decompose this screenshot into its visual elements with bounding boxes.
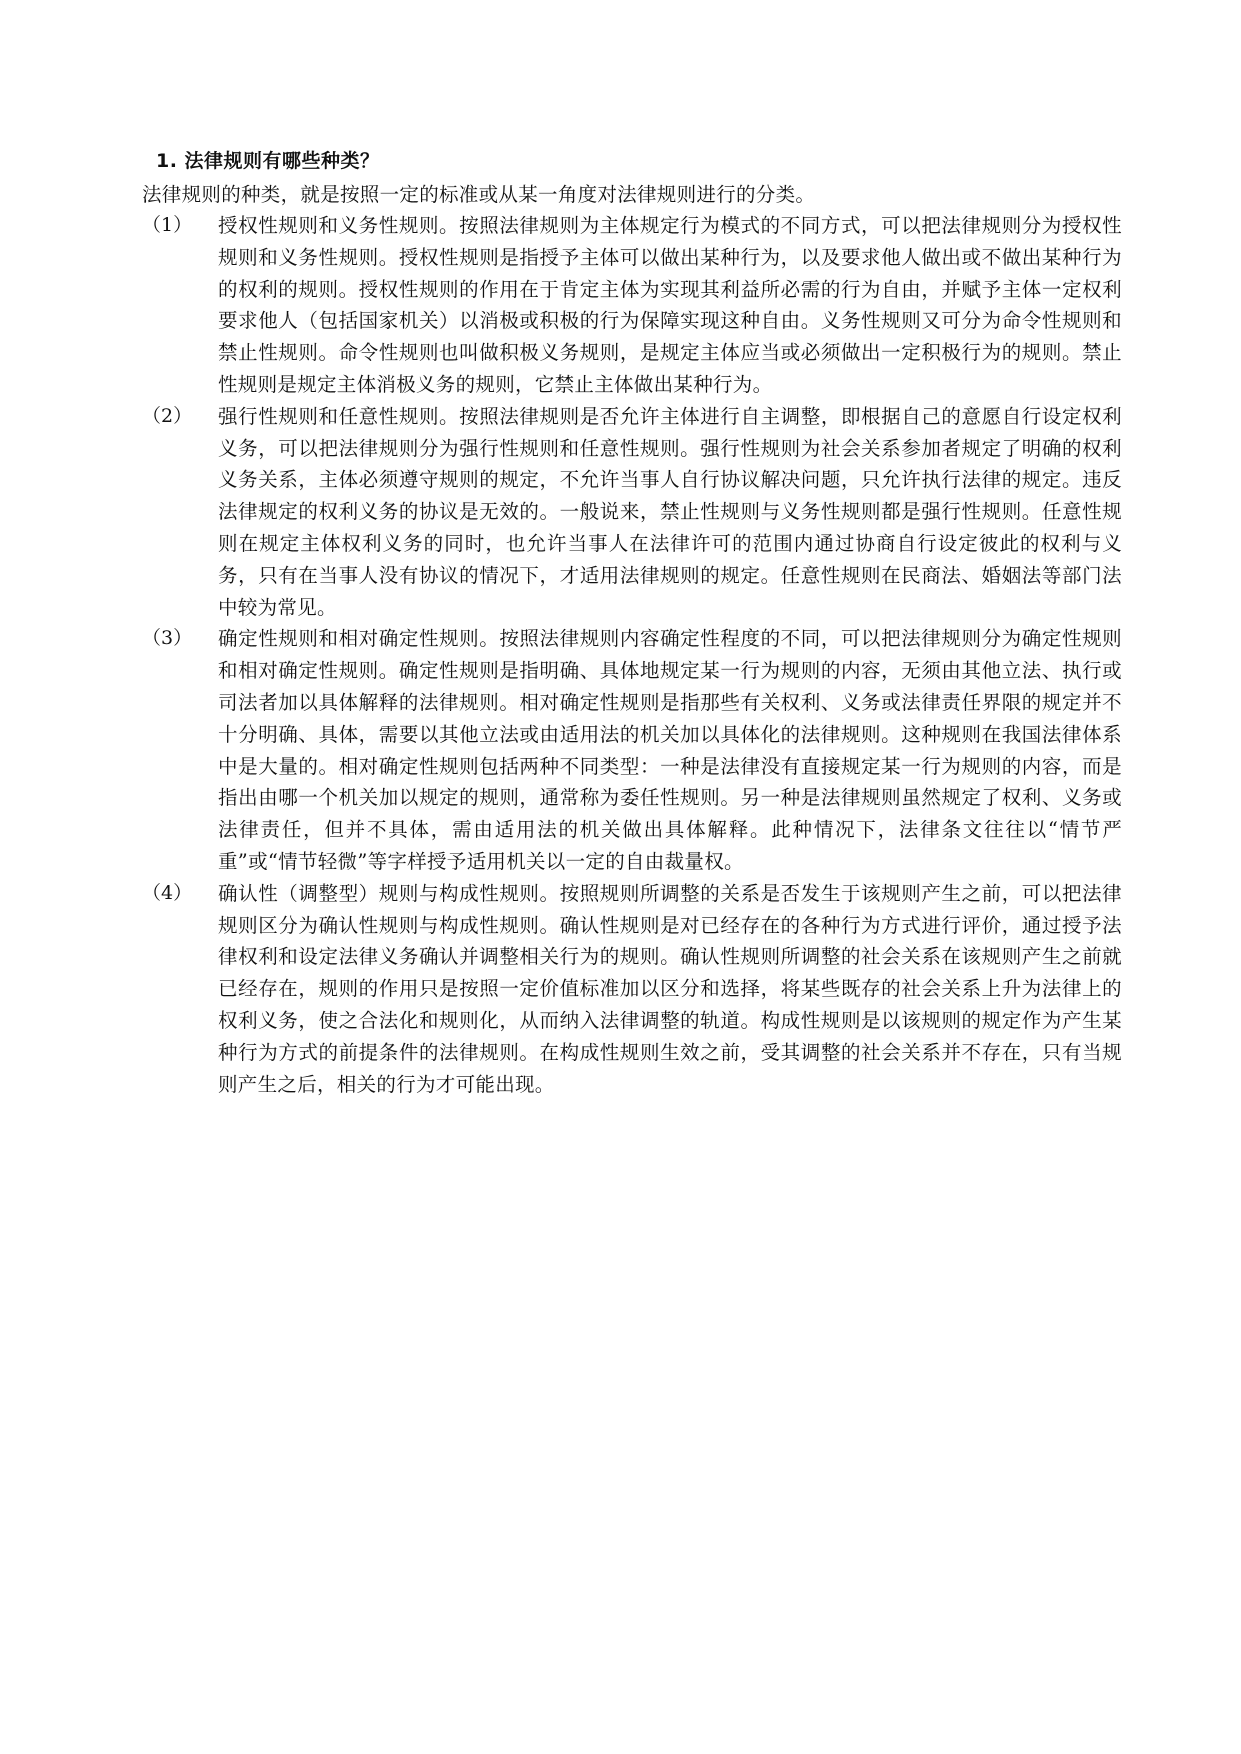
- list-item: [142, 623, 1122, 877]
- document-body: [142, 146, 1122, 1100]
- item-text: 强行性规则和任意性规则。按照法律规则是否允许主体进行自主调整，即根据自己的意愿自行设定权利义务，可以把法律规则分为强行性规则和任意性规则。强行性规则为社会关系参加者规定了明确的权利义务关系，主体必须遵守规则的规定，不允许当事人自行协议解决问题，只允许执行法律的规定。违反法律规定的权利义务的协议是无效的。一般说来，禁止性规则与义务性规则都是强行性规则。任意性规则在规定主体权利义务的同时，也允许当事人在法律许可的范围内通过协商自行设定彼此的权利与义务，只有在当事人没有协议的情况下，才适用法律规则的规定。任意性规则在民商法、婚姻法等部门法中较为常见。: [218, 404, 1122, 619]
- item-text: 授权性规则和义务性规则。按照法律规则为主体规定行为模式的不同方式，可以把法律规则分为授权性规则和义务性规则。授权性规则是指授予主体可以做出某种行为，以及要求他人做出或不做出某种行为的权利的规则。授权性规则的作用在于肯定主体为实现其利益所必需的行为自由，并赋予主体一定权利要求他人（包括国家机关）以消极或积极的行为保障实现这种自由。义务性规则又可分为命令性规则和禁止性规则。命令性规则也叫做积极义务规则，是规定主体应当或必须做出一定积极行为的规则。禁止性规则是规定主体消极义务的规则，它禁止主体做出某种行为。: [218, 214, 1122, 396]
- list-item: [142, 210, 1122, 401]
- item-text: 确认性（调整型）规则与构成性规则。按照规则所调整的关系是否发生于该规则产生之前，可以把法律规则区分为确认性规则与构成性规则。确认性规则是对已经存在的各种行为方式进行评价，通过授予法律权利和设定法律义务确认并调整相关行为的规则。确认性规则所调整的社会关系在该规则产生之前就已经存在，规则的作用只是按照一定价值标准加以区分和选择，将某些既存的社会关系上升为法律上的权利义务，使之合法化和规则化，从而纳入法律调整的轨道。构成性规则是以该规则的规定作为产生某种行为方式的前提条件的法律规则。在构成性规则生效之前，受其调整的社会关系并不存在，只有当规则产生之后，相关的行为才可能出现。: [218, 881, 1122, 1096]
- item-number: （3）: [142, 627, 193, 650]
- list-item: [142, 401, 1122, 624]
- list-item: [142, 878, 1122, 1101]
- item-number: （4）: [142, 881, 193, 904]
- item-number: （2）: [142, 404, 193, 427]
- item-text: 确定性规则和相对确定性规则。按照法律规则内容确定性程度的不同，可以把法律规则分为确定性规则和相对确定性规则。确定性规则是指明确、具体地规定某一行为规则的内容，无须由其他立法、执行或司法者加以具体解释的法律规则。相对确定性规则是指那些有关权利、义务或法律责任界限的规定并不十分明确、具体，需要以其他立法或由适用法的机关加以具体化的法律规则。这种规则在我国法律体系中是大量的。相对确定性规则包括两种不同类型：一种是法律没有直接规定某一行为规则的内容，而是指出由哪一个机关加以规定的规则，通常称为委任性规则。另一种是法律规则虽然规定了权利、义务或法律责任，但并不具体，需由适用法的机关做出具体解释。此种情况下，法律条文往往以“情节严重”或“情节轻微”等字样授予适用机关以一定的自由裁量权。: [218, 627, 1122, 873]
- intro-paragraph: 法律规则的种类，就是按照一定的标准或从某一角度对法律规则进行的分类。: [142, 183, 816, 206]
- question-heading: 1. 法律规则有哪些种类？: [156, 150, 380, 172]
- item-number: （1）: [142, 214, 193, 236]
